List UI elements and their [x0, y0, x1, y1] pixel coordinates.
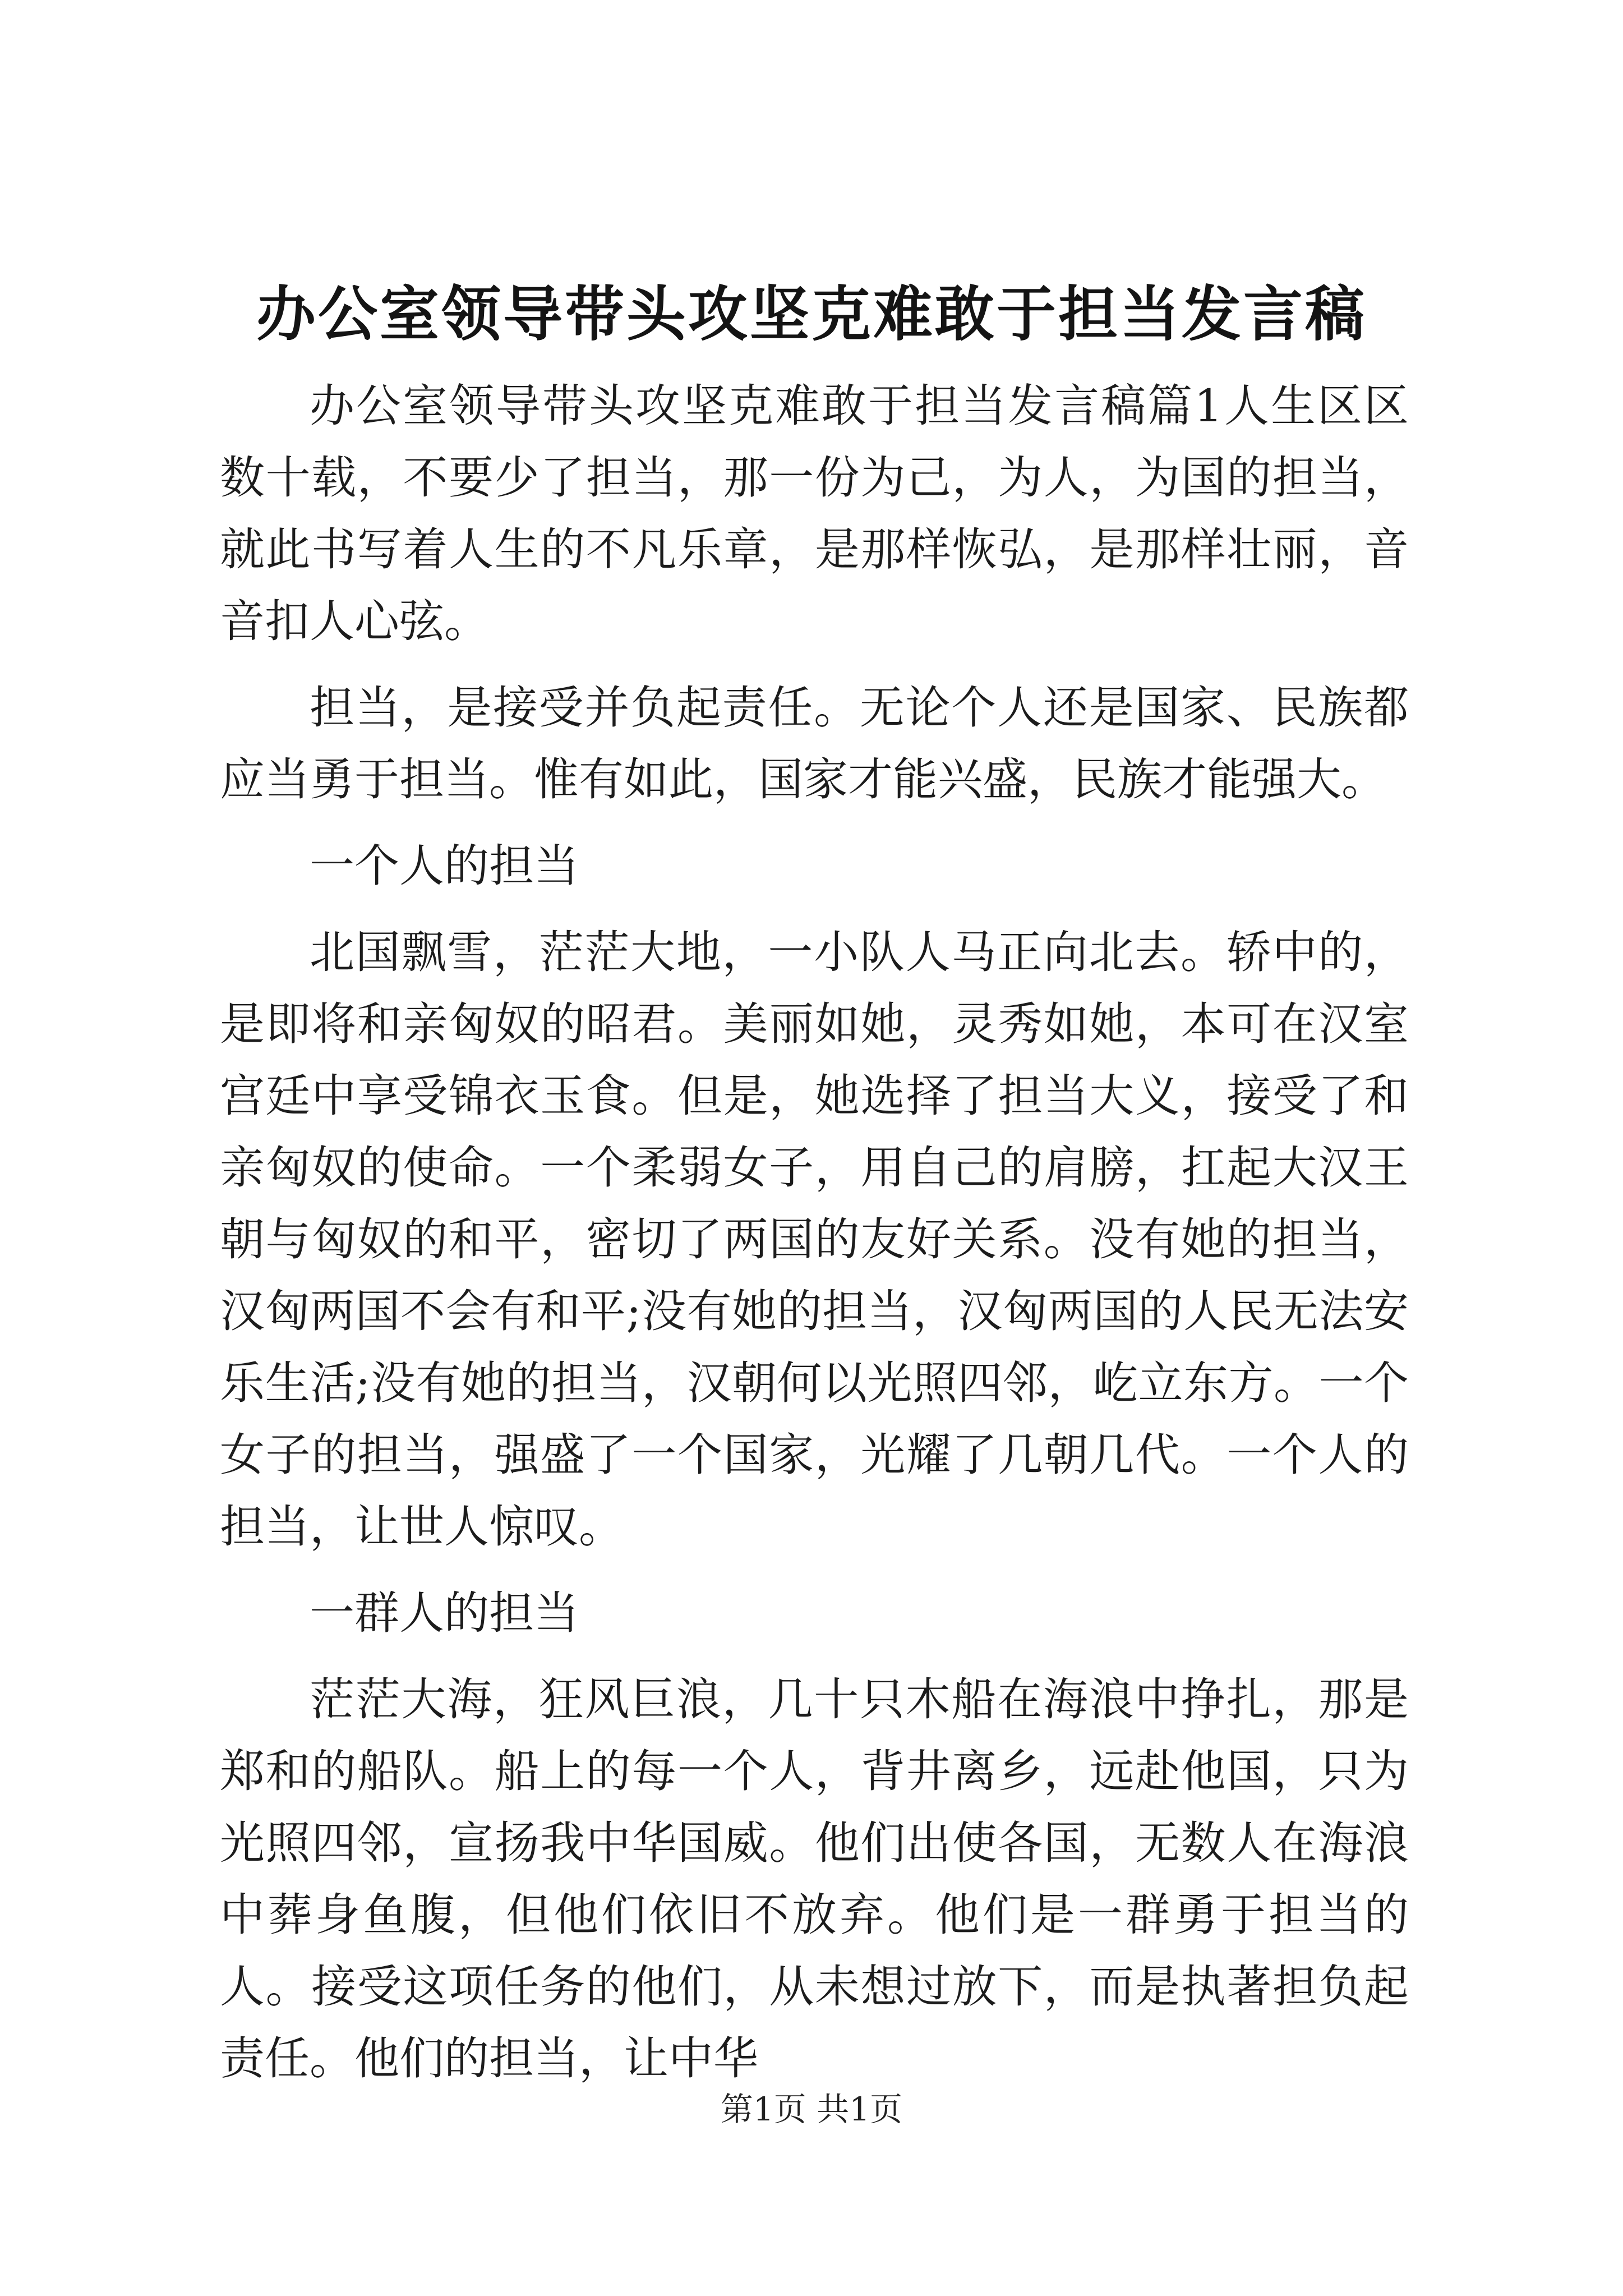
paragraph-gap [220, 1563, 1409, 1577]
document-body [220, 370, 1409, 2095]
subheading-group: 一群人的担当 [310, 1587, 579, 1639]
subheading-one-person: 一个人的担当 [310, 840, 579, 892]
paragraph-gap [220, 657, 1409, 672]
paragraph-gap [220, 816, 1409, 830]
paragraph-zhaojun: 北国飘雪，茫茫大地，一小队人马正向北去。轿中的，是即将和亲匈奴的昭君。美丽如她，灵秀如她，本可在汉室宫廷中享受锦衣玉食。但是，她选择了担当大义，接受了和亲匈奴的使命。一个柔弱女子，用自己的肩膀，扛起大汉王朝与匈奴的和平，密切了两国的友好关系。没有她的担当，汉匈两国不会有和平;没有她的担当，汉匈两国的人民无法安乐生活;没有她的担当，汉朝何以光照四邻，屹立东方。一个女子的担当，强盛了一个国家，光耀了几朝几代。一个人的担当，让世人惊叹。 [220, 926, 1409, 1553]
paragraph-gap [220, 1649, 1409, 1664]
paragraph-intro: 办公室领导带头攻坚克难敢于担当发言稿篇1人生区区数十载，不要少了担当，那一份为己，为人，为国的担当，就此书写着人生的不凡乐章，是那样恢弘，是那样壮丽，音音扣人心弦。 [220, 380, 1409, 647]
page-number-footer: 第1页 共1页 [720, 2090, 903, 2128]
paragraph-gap [220, 902, 1409, 917]
paragraph-zhenghe: 茫茫大海，狂风巨浪，几十只木船在海浪中挣扎，那是郑和的船队。船上的每一个人，背井离乡，远赴他国，只为光照四邻，宣扬我中华国威。他们出使各国，无数人在海浪中葬身鱼腹，但他们依旧不放弃。他们是一群勇于担当的人。接受这项任务的他们，从未想过放下，而是执著担负起责任。他们的担当，让中华 [220, 1673, 1409, 2085]
paragraph-definition: 担当，是接受并负起责任。无论个人还是国家、民族都应当勇于担当。惟有如此，国家才能兴盛，民族才能强大。 [220, 682, 1409, 806]
document-title: 办公室领导带头攻坚克难敢于担当发言稿 [256, 279, 1367, 349]
